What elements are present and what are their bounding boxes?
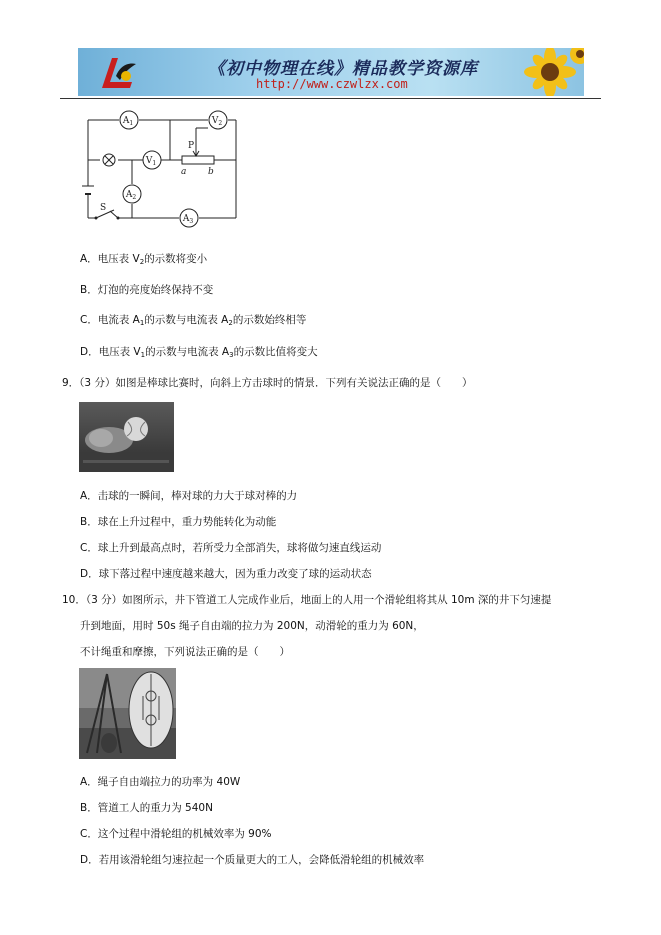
q10-stem-line1: 10．（3 分）如图所示，井下管道工人完成作业后，地面上的人用一个滑轮组将其从 10m 深的井下匀速提 (62, 594, 552, 606)
q9-option-d[interactable]: D．球下落过程中速度越来越大，因为重力改变了球的运动状态 (80, 568, 372, 580)
ammeter-a3-label: $A_3$ (182, 214, 194, 225)
ammeter-a2-label: $A_2$ (125, 190, 137, 201)
q10-option-b[interactable]: B．管道工人的重力为 540N (80, 802, 213, 814)
q9-option-c[interactable]: C．球上升到最高点时，若所受力全部消失，球将做匀速直线运动 (80, 542, 382, 554)
site-logo-icon (96, 52, 140, 92)
rheostat-b-label: b (208, 167, 214, 177)
q10-option-a[interactable]: A．绳子自由端拉力的功率为 40W (80, 776, 241, 788)
circuit-diagram (78, 108, 243, 228)
q9-stem: 9．（3 分）如图是棒球比赛时，向斜上方击球时的情景．下列有关说法正确的是（ ） (62, 377, 473, 389)
switch-s-label: S (100, 203, 107, 213)
q10-stem-line2: 升到地面，用时 50s 绳子自由端的拉力为 200N，动滑轮的重力为 60N， (80, 620, 424, 632)
voltmeter-v2-label: $V_2$ (211, 116, 223, 127)
q8-option-d[interactable]: D．电压表 $V_1$的示数与电流表 $A_3$的示数比值将变大 (80, 346, 318, 359)
slider-p-label: P (188, 141, 195, 151)
q10-stem-line3: 不计绳重和摩擦，下列说法正确的是（ ） (80, 646, 290, 658)
header-title: 《初中物理在线》精品教学资源库 (208, 59, 478, 79)
q9-option-b[interactable]: B．球在上升过程中，重力势能转化为动能 (80, 516, 277, 528)
ammeter-a1-label: $A_1$ (122, 116, 134, 127)
header-rule (60, 98, 601, 99)
q8-option-c[interactable]: C．电流表 $A_1$的示数与电流表 $A_2$的示数始终相等 (80, 314, 307, 327)
header-url: http://www.czwlzx.com (256, 77, 408, 91)
q9-option-a[interactable]: A．击球的一瞬间，棒对球的力大于球对棒的力 (80, 490, 298, 502)
q10-option-d[interactable]: D．若用该滑轮组匀速拉起一个质量更大的工人，会降低滑轮组的机械效率 (80, 854, 425, 866)
q10-option-c[interactable]: C．这个过程中滑轮组的机械效率为 90% (80, 828, 272, 840)
q8-option-b[interactable]: B．灯泡的亮度始终保持不变 (80, 284, 214, 296)
sunflower-icon (504, 48, 584, 96)
header-banner (78, 48, 584, 96)
rheostat-a-label: a (181, 167, 187, 177)
baseball-photo (79, 402, 174, 472)
q8-option-a[interactable]: A．电压表 $V_2$的示数将变小 (80, 253, 208, 266)
voltmeter-v1-label: $V_1$ (145, 156, 157, 167)
pulley-photo (79, 668, 176, 759)
